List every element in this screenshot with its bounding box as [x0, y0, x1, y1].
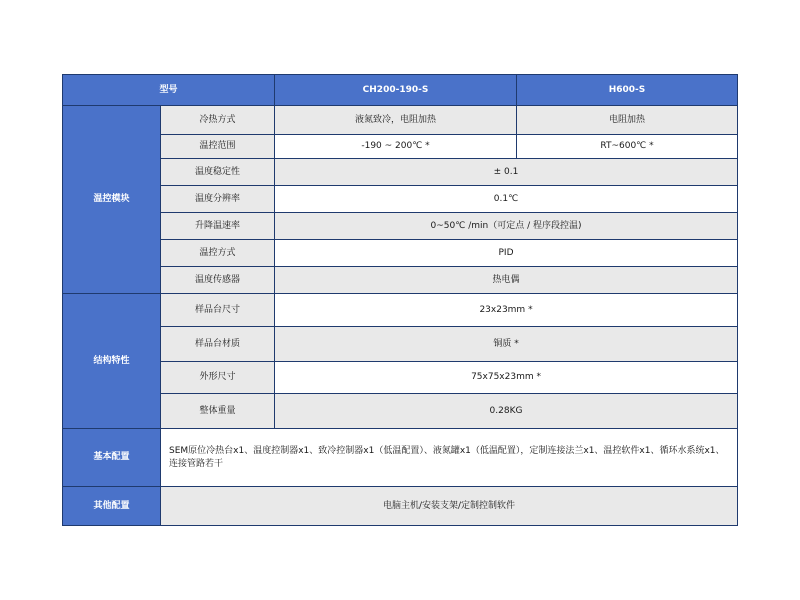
row-label: 升降温速率 [161, 213, 275, 240]
other-config-category: 其他配置 [63, 487, 161, 526]
cell-value: 0~50℃ /min（可定点 / 程序段控温) [275, 213, 738, 240]
row-label: 样品台材质 [161, 327, 275, 362]
cell-value: 23x23mm * [275, 294, 738, 327]
header-row [63, 75, 738, 106]
other-config-value: 电脑主机/安装支架/定制控制软件 [161, 487, 738, 526]
cell-value: 热电偶 [275, 267, 738, 294]
row-label: 整体重量 [161, 394, 275, 429]
cell-value: ± 0.1 [275, 159, 738, 186]
cell-value: 0.28KG [275, 394, 738, 429]
table-row [63, 213, 738, 240]
table-row [63, 186, 738, 213]
cell-value: RT~600℃ * [517, 135, 738, 159]
basic-config-value: SEM原位冷热台x1、温度控制器x1、致冷控制器x1（低温配置）、液氮罐x1（低温配置），定制连接法兰x1、温控软件x1、循环水系统x1、连接管路若干 [161, 429, 738, 487]
table-row [63, 294, 738, 327]
structure-category: 结构特性 [63, 294, 161, 429]
table-row [63, 487, 738, 526]
model-header: 型号 [63, 75, 275, 106]
table-row [63, 327, 738, 362]
cell-value: 0.1℃ [275, 186, 738, 213]
cell-value: 液氮致冷，电阻加热 [275, 106, 517, 135]
cell-value: -190 ~ 200℃ * [275, 135, 517, 159]
table-row [63, 362, 738, 394]
model-ch200-header: CH200-190-S [275, 75, 517, 106]
row-label: 温度传感器 [161, 267, 275, 294]
table-row [63, 135, 738, 159]
row-label: 温控范围 [161, 135, 275, 159]
cell-value: 电阻加热 [517, 106, 738, 135]
row-label: 外形尺寸 [161, 362, 275, 394]
cell-value: 75x75x23mm * [275, 362, 738, 394]
basic-config-category: 基本配置 [63, 429, 161, 487]
temp-module-category: 温控模块 [63, 106, 161, 294]
table-row [63, 394, 738, 429]
table-row [63, 429, 738, 487]
row-label: 温控方式 [161, 240, 275, 267]
row-label: 样品台尺寸 [161, 294, 275, 327]
table-row [63, 159, 738, 186]
cell-value: PID [275, 240, 738, 267]
row-label: 冷热方式 [161, 106, 275, 135]
row-label: 温度稳定性 [161, 159, 275, 186]
table-row [63, 240, 738, 267]
table-row [63, 106, 738, 135]
model-h600-header: H600-S [517, 75, 738, 106]
cell-value: 铜质 * [275, 327, 738, 362]
table-row [63, 267, 738, 294]
row-label: 温度分辨率 [161, 186, 275, 213]
spec-table [62, 74, 738, 526]
